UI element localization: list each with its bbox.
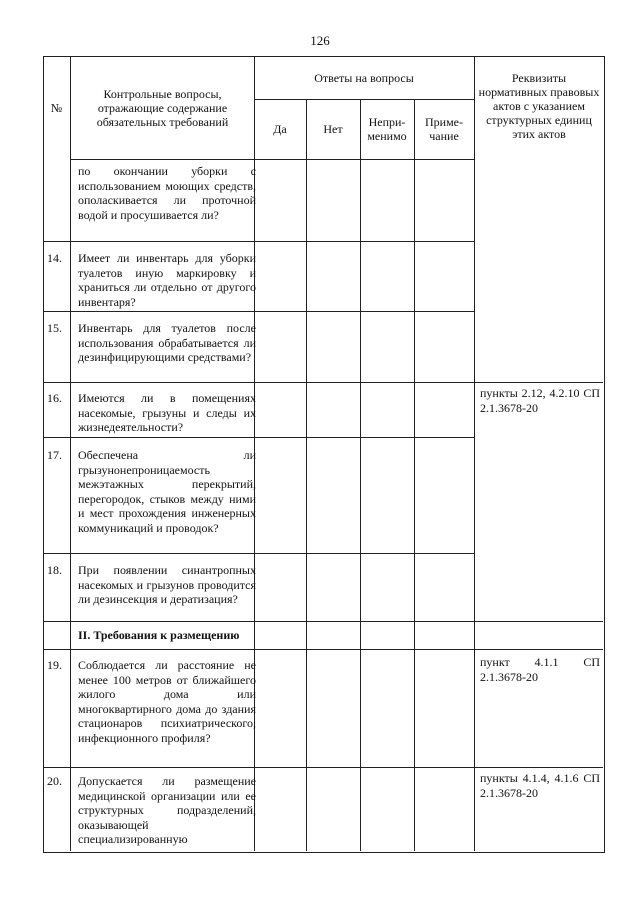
col-line: [306, 99, 307, 851]
header-num: №: [50, 100, 63, 115]
col-line: [70, 56, 71, 851]
row-number: 17.: [47, 448, 62, 462]
question-text: Инвентарь для туалетов после использования обрабатывается ли дезинфицирующими средствами?: [78, 321, 256, 364]
row-number: 14.: [47, 251, 62, 265]
row-line: [43, 621, 603, 622]
question-text: по окончании уборки с использованием моющих средств, ополаскивается ли проточной водой и просушивается ли?: [78, 164, 256, 222]
row-line: [43, 553, 475, 554]
header-no: Нет: [323, 122, 343, 136]
row-number: 18.: [47, 563, 62, 577]
header-references: Реквизиты нормативных правовых актов с указанием структурных единиц этих актов: [478, 70, 600, 141]
header-note: Приме-чание: [424, 115, 463, 143]
col-line: [414, 99, 415, 851]
header-not-applicable: Непри-менимо: [367, 115, 407, 143]
col-line: [474, 56, 475, 851]
col-line: [360, 99, 361, 851]
row-line: [43, 437, 475, 438]
question-text: Соблюдается ли расстояние не менее 100 метров от ближайшего жилого дома или многоквартирного дома до здания стационаров психиатрического, инфекционного профиля?: [78, 658, 256, 745]
row-line: [43, 382, 603, 383]
header-questions: Контрольные вопросы, отражающие содержание обязательных требований: [96, 86, 229, 129]
question-text: Обеспечена ли грызунонепроницаемость межэтажных перекрытий, перегородок, стыков между ними и мест прохождения инженерных коммуникаций и проводок?: [78, 448, 256, 535]
question-text: Имеются ли в помещениях насекомые, грызуны и следы их жизнедеятельности?: [78, 391, 256, 434]
row-line: [43, 311, 475, 312]
reference-text: пункты 4.1.4, 4.1.6 СП 2.1.3678-20: [480, 771, 600, 800]
row-number: 19.: [47, 658, 62, 672]
reference-text: пункты 2.12, 4.2.10 СП 2.1.3678-20: [480, 386, 600, 415]
header-answers: Ответы на вопросы: [314, 70, 414, 85]
section-heading: II. Требования к размещению: [78, 628, 240, 642]
question-text: Имеет ли инвентарь для уборки туалетов иную маркировку и храниться ли отдельно от другого инвентаря?: [78, 251, 256, 309]
row-line: [43, 241, 475, 242]
page-number: 126: [310, 33, 330, 48]
header-yes: Да: [273, 122, 287, 136]
row-number: 15.: [47, 321, 62, 335]
reference-text: пункт 4.1.1 СП 2.1.3678-20: [480, 655, 600, 684]
row-line: [43, 649, 603, 650]
question-text: Допускается ли размещение медицинской организации или ее структурных подразделений, оказывающей специализированную: [78, 774, 256, 846]
question-text: При появлении синантропных насекомых и грызунов проводится ли дезинсекция и дератизация?: [78, 563, 256, 606]
row-number: 20.: [47, 774, 62, 788]
row-line: [43, 767, 603, 768]
row-number: 16.: [47, 391, 62, 405]
